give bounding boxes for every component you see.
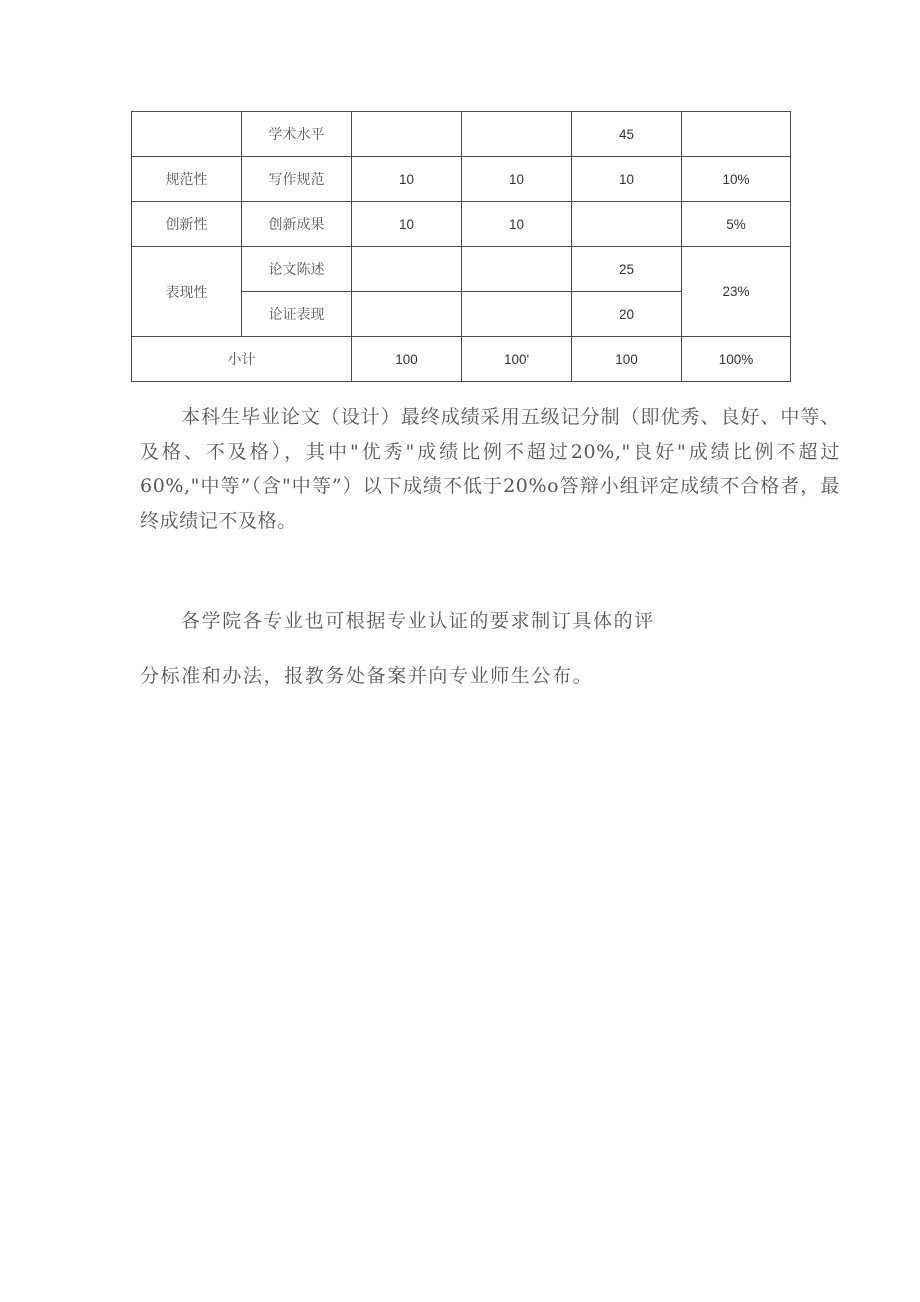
item-cell: 论文陈述 <box>242 247 352 292</box>
score-cell <box>462 292 572 337</box>
category-cell <box>132 112 242 157</box>
subtotal-row <box>132 337 791 382</box>
table-row <box>132 202 791 247</box>
category-cell: 创新性 <box>132 202 242 247</box>
weight-cell: 23% <box>682 247 791 337</box>
score-cell <box>352 247 462 292</box>
score-cell: 10 <box>352 157 462 202</box>
item-cell: 写作规范 <box>242 157 352 202</box>
subtotal-cell: 100 <box>352 337 462 382</box>
standards-paragraph-line-2: 分标准和办法，报教务处备案并向专业师生公布。 <box>140 665 594 687</box>
score-cell <box>572 202 682 247</box>
category-cell: 规范性 <box>132 157 242 202</box>
score-cell <box>352 112 462 157</box>
score-cell <box>352 292 462 337</box>
score-cell: 10 <box>572 157 682 202</box>
table-row <box>132 247 791 292</box>
table-row <box>132 157 791 202</box>
score-cell: 25 <box>572 247 682 292</box>
table-row <box>132 112 791 157</box>
score-cell: 10 <box>352 202 462 247</box>
subtotal-label: 小计 <box>132 337 352 382</box>
grading-policy-paragraph: 本科生毕业论文（设计）最终成绩采用五级记分制（即优秀、良好、中等、及格、不及格），其中"优秀"成绩比例不超过20%,"良好"成绩比例不超过60%,"中等”（含"中等”）以下成绩不低于20%o答辩小组评定成绩不合格者，最终成绩记不及格。 <box>140 406 840 532</box>
item-cell: 论证表现 <box>242 292 352 337</box>
weight-cell: 5% <box>682 202 791 247</box>
subtotal-cell: 100 <box>572 337 682 382</box>
score-cell: 20 <box>572 292 682 337</box>
score-cell: 10 <box>462 157 572 202</box>
item-cell: 创新成果 <box>242 202 352 247</box>
weight-cell <box>682 112 791 157</box>
subtotal-cell: 100' <box>462 337 572 382</box>
score-cell: 45 <box>572 112 682 157</box>
weight-cell: 10% <box>682 157 791 202</box>
subtotal-weight-cell: 100% <box>682 337 791 382</box>
score-table <box>131 111 791 382</box>
category-cell: 表现性 <box>132 247 242 337</box>
score-cell <box>462 112 572 157</box>
item-cell: 学术水平 <box>242 112 352 157</box>
score-cell: 10 <box>462 202 572 247</box>
standards-paragraph-line-1: 各学院各专业也可根据专业认证的要求制订具体的评 <box>181 610 655 632</box>
score-cell <box>462 247 572 292</box>
